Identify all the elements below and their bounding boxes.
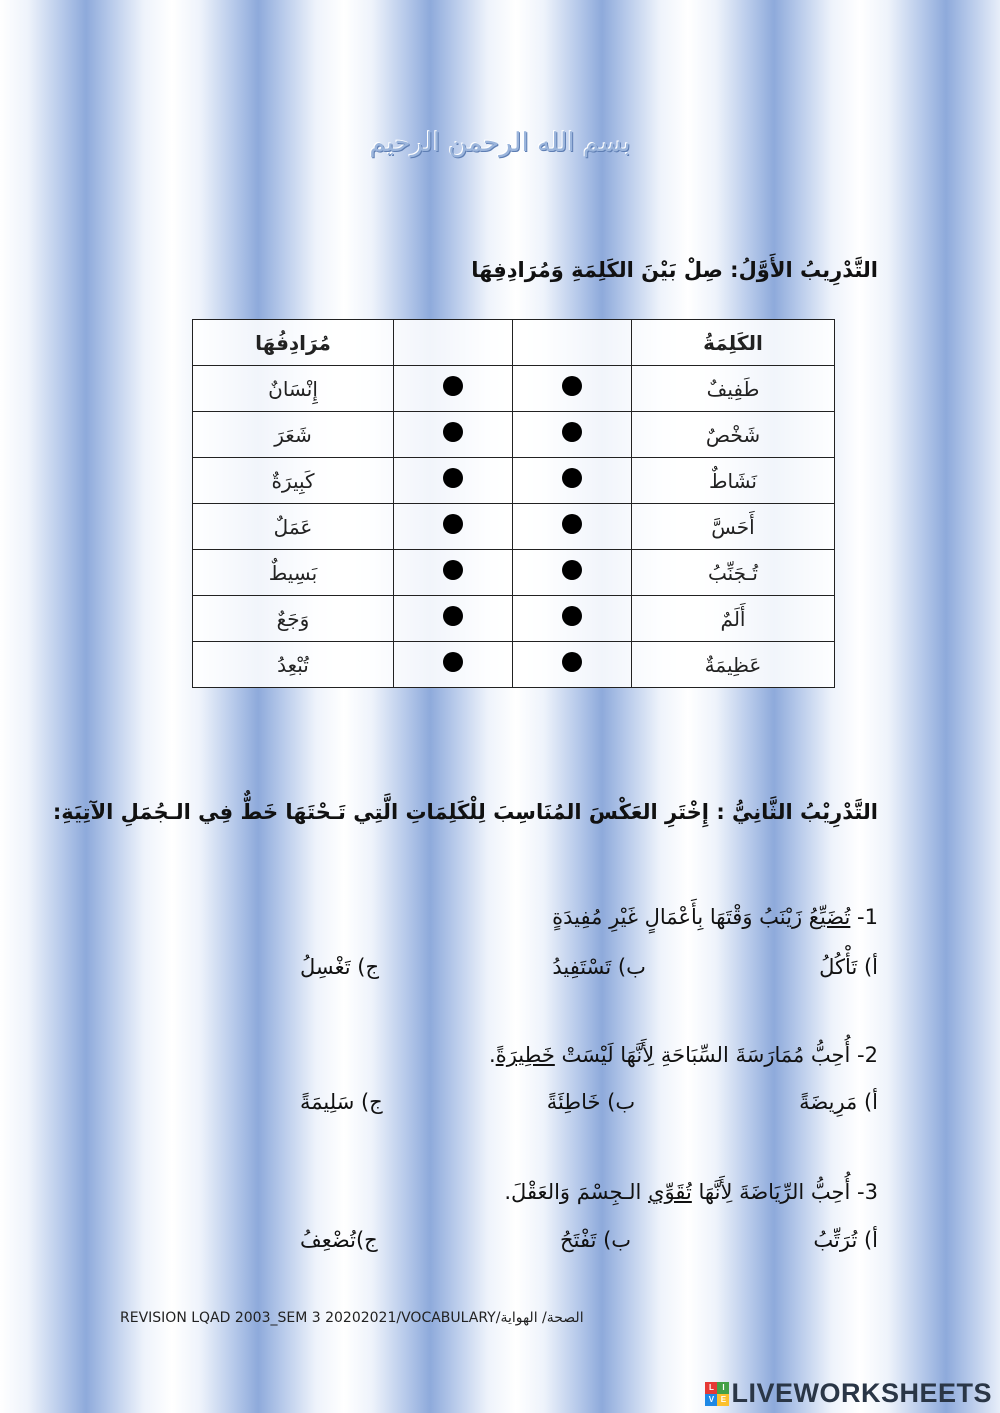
dot-cell-synonym[interactable] (394, 366, 513, 412)
question-text-after: الـجِسْمَ وَالعَقْلَ. (504, 1180, 649, 1204)
dot-cell-word[interactable] (513, 458, 632, 504)
table-row (193, 596, 835, 642)
match-dot[interactable] (443, 468, 463, 488)
question-text-after: . (489, 1043, 496, 1067)
match-dot[interactable] (562, 422, 582, 442)
question-text-after: زَيْنَبُ وَقْتَهَا بِأَعْمَالٍ غَيْرِ مُفِيدَةٍ (552, 905, 809, 929)
header-synonym: مُرَادِفُهَا (193, 320, 394, 366)
dot-cell-synonym[interactable] (394, 504, 513, 550)
question-2 (489, 1043, 878, 1067)
match-dot[interactable] (443, 422, 463, 442)
word-cell: تُـجَنِّبُ (632, 550, 835, 596)
option-c[interactable]: ج) تَغْسِلُ (300, 955, 380, 979)
option-c[interactable]: ج) سَلِيمَةً (300, 1090, 383, 1114)
word-cell: أَحَسَّ (632, 504, 835, 550)
option-b[interactable]: ب) تَسْتَفِيدُ (552, 955, 646, 979)
dot-cell-word[interactable] (513, 366, 632, 412)
table-row (193, 412, 835, 458)
option-b[interactable]: ب) تَفْتَحُ (560, 1228, 632, 1252)
match-dot[interactable] (443, 560, 463, 580)
table-row (193, 458, 835, 504)
match-dot[interactable] (443, 652, 463, 672)
dot-cell-synonym[interactable] (394, 458, 513, 504)
table-header-row (193, 320, 835, 366)
matching-table (192, 319, 835, 688)
logo-letter: V (705, 1394, 717, 1406)
dot-cell-synonym[interactable] (394, 596, 513, 642)
match-dot[interactable] (443, 514, 463, 534)
dot-cell-word[interactable] (513, 504, 632, 550)
option-a[interactable]: أ) تُرَتِّبُ (813, 1228, 878, 1252)
underlined-word: تُضَيِّعُ (808, 905, 851, 929)
footer-text: REVISION LQAD 2003_SEM 3 20202021/VOCABULARY/الصحة/ الهواية (120, 1310, 584, 1326)
question-text-before: أُحِبُّ الرِّيَاضَةَ لِأَنَّهَا (691, 1180, 851, 1204)
match-dot[interactable] (443, 606, 463, 626)
options-2 (300, 1090, 878, 1114)
question-3 (504, 1180, 878, 1204)
match-dot[interactable] (443, 376, 463, 396)
match-dot[interactable] (562, 606, 582, 626)
word-cell: طَفِيفٌ (632, 366, 835, 412)
table-row (193, 504, 835, 550)
match-dot[interactable] (562, 514, 582, 534)
synonym-cell: تُبْعِدُ (193, 642, 394, 688)
match-dot[interactable] (562, 376, 582, 396)
word-cell: نَشَاطٌ (632, 458, 835, 504)
word-cell: شَخْصٌ (632, 412, 835, 458)
dot-cell-synonym[interactable] (394, 642, 513, 688)
underlined-word: تُقَوِّي (648, 1180, 692, 1204)
question-number: 2- (857, 1043, 878, 1067)
question-text-before: أُحِبُّ مُمَارَسَةَ السِّبَاحَةِ لِأَنَّهَا لَيْسَتْ (554, 1043, 851, 1067)
page-title: بسم الله الرحمن الرحيم (369, 128, 631, 158)
question-number: 1- (857, 905, 878, 929)
dot-cell-synonym[interactable] (394, 412, 513, 458)
brand-name: LIVEWORKSHEETS (731, 1378, 992, 1408)
question-1 (552, 905, 878, 929)
dot-cell-word[interactable] (513, 550, 632, 596)
question-number: 3- (857, 1180, 878, 1204)
dot-cell-word[interactable] (513, 412, 632, 458)
dot-cell-word[interactable] (513, 596, 632, 642)
option-c[interactable]: ج)تُضْعِفُ (300, 1228, 378, 1252)
dot-cell-synonym[interactable] (394, 550, 513, 596)
table-row (193, 642, 835, 688)
exercise1-heading: التَّدْرِيبُ الأَوَّلُ: صِلْ بَيْنَ الكَلِمَةِ وَمُرَادِفِهَا (471, 258, 878, 282)
synonym-cell: عَمَلٌ (193, 504, 394, 550)
option-a[interactable]: أ) تَأْكُلُ (819, 955, 878, 979)
underlined-word: خَطِيرَةً (495, 1043, 555, 1067)
table-row (193, 366, 835, 412)
exercise2-heading: التَّدْرِيْبُ الثَّانِيُّ : إِخْتَرِ العَكْسَ المُنَاسِبَ لِلْكَلِمَاتِ الَّتِي تَـحْتَهَا خَطٌّ فِي الـجُمَلِ الآتِيَةِ: (52, 800, 878, 824)
match-dot[interactable] (562, 652, 582, 672)
match-dot[interactable] (562, 468, 582, 488)
liveworksheets-brand (705, 1378, 992, 1409)
match-dot[interactable] (562, 560, 582, 580)
liveworksheets-logo-icon (705, 1382, 729, 1406)
word-cell: أَلَمٌ (632, 596, 835, 642)
header-word: الكَلِمَةُ (632, 320, 835, 366)
synonym-cell: كَبِيرَةٌ (193, 458, 394, 504)
synonym-cell: وَجَعٌ (193, 596, 394, 642)
options-1 (300, 955, 878, 979)
logo-letter: E (717, 1394, 729, 1406)
option-b[interactable]: ب) خَاطِئَةً (546, 1090, 636, 1114)
dot-cell-word[interactable] (513, 642, 632, 688)
synonym-cell: شَعَرَ (193, 412, 394, 458)
word-cell: عَظِيمَةٌ (632, 642, 835, 688)
logo-letter: I (717, 1382, 729, 1394)
logo-letter: L (705, 1382, 717, 1394)
option-a[interactable]: أ) مَرِيضَةً (799, 1090, 878, 1114)
synonym-cell: بَسِيطٌ (193, 550, 394, 596)
options-3 (300, 1228, 878, 1252)
header-empty-1 (394, 320, 513, 366)
synonym-cell: إِنْسَانٌ (193, 366, 394, 412)
header-empty-2 (513, 320, 632, 366)
table-row (193, 550, 835, 596)
